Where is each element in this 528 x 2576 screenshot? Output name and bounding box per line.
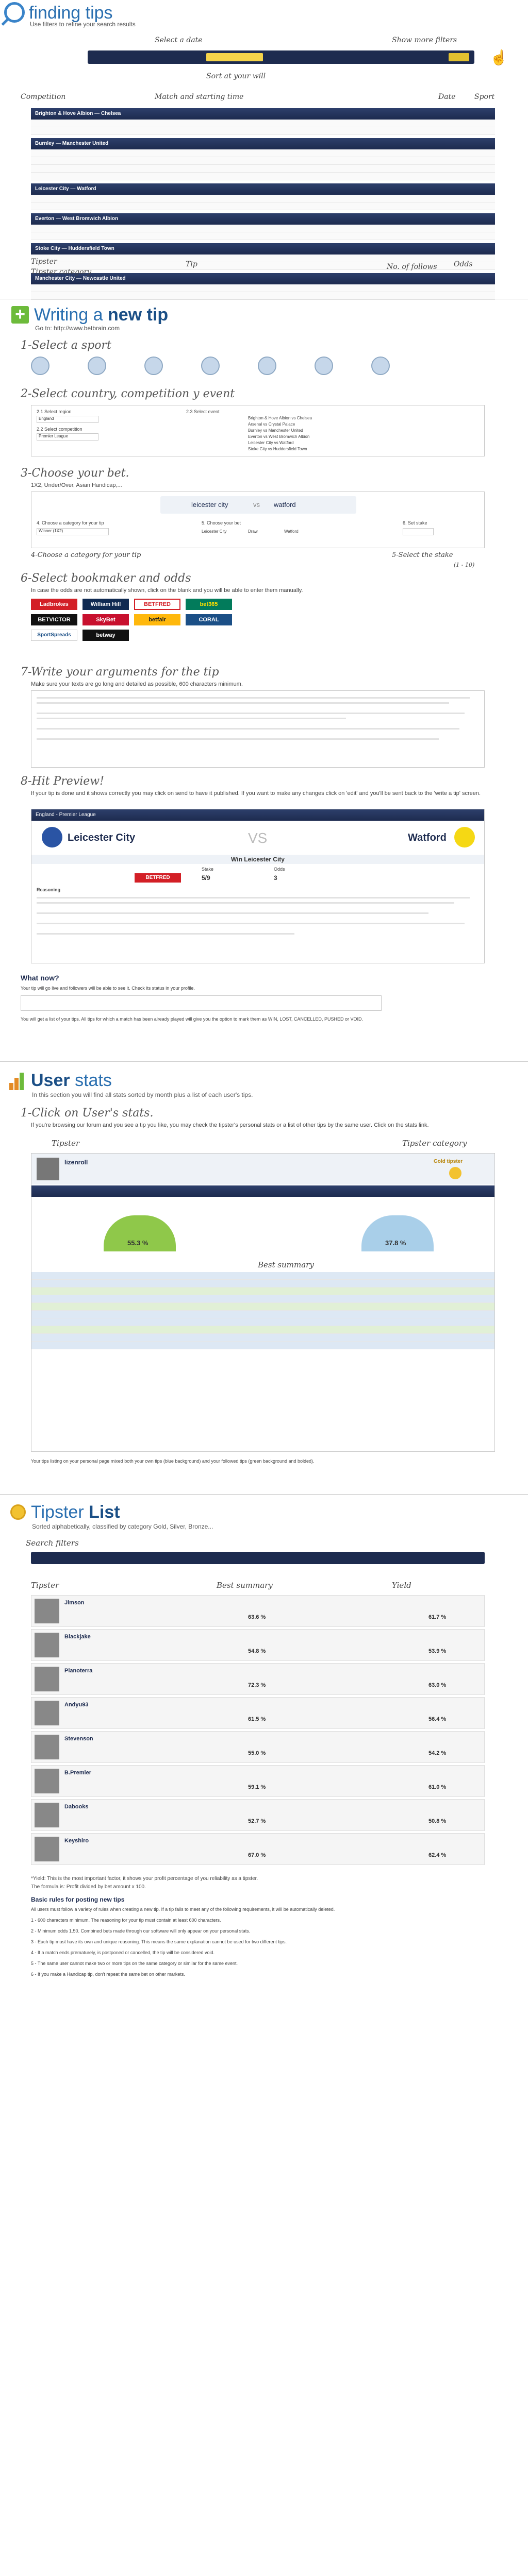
- tipster-pct: 72.3 %: [248, 1682, 266, 1688]
- text-line: [37, 718, 346, 719]
- tipster-yield: 54.2 %: [428, 1750, 447, 1756]
- bookmaker-tile[interactable]: bet365: [186, 599, 232, 610]
- tipster-name[interactable]: Stevenson: [64, 1736, 93, 1742]
- sport-icons[interactable]: [31, 357, 485, 377]
- filter-button[interactable]: [449, 53, 469, 61]
- tipster-card[interactable]: [31, 1595, 485, 1627]
- match-header[interactable]: Brighton & Hove Albion — Chelsea: [31, 108, 495, 120]
- bet-label: 5. Choose your bet: [202, 520, 241, 526]
- what-now-title: What now?: [21, 974, 59, 982]
- step-3-sub: 1X2, Under/Over, Asian Handicap,...: [31, 482, 122, 488]
- match-header[interactable]: Stoke City — Huddersfield Town: [31, 243, 495, 255]
- avatar: [35, 1803, 59, 1827]
- step3-panel: [31, 492, 485, 548]
- step-7-desc: Make sure your texts are go long and detailed as possible, 600 characters minimum.: [31, 681, 243, 687]
- stats-panel: [31, 1153, 495, 1452]
- label-competition: Competition: [21, 93, 66, 101]
- match-home: Brighton & Hove Albion: [35, 111, 93, 116]
- tipster-name[interactable]: Andyu93: [64, 1702, 89, 1708]
- hockey-icon[interactable]: [201, 357, 220, 375]
- match-away: Chelsea: [101, 111, 121, 116]
- preview-stake: 5/9: [202, 874, 210, 882]
- gauge-value: 55.3 %: [127, 1239, 148, 1247]
- match-away: Newcastle United: [82, 276, 126, 281]
- annotation-search-filters: Search filters: [26, 1538, 79, 1548]
- match-home: Everton: [35, 216, 55, 222]
- tipster-card[interactable]: [31, 1663, 485, 1695]
- what-now-text-2: You will get a list of your tips. All tips for which a match has been already played will give you the option to mark them as WIN, LOST, CANCELLED, PUSHED or VOID.: [21, 1016, 363, 1022]
- match-away: West Bromwich Albion: [62, 216, 119, 222]
- baseball-icon[interactable]: [258, 357, 276, 375]
- event-item[interactable]: Arsenal vs Crystal Palace: [248, 422, 295, 427]
- preview-header: England - Premier League: [31, 809, 484, 821]
- preview-stake-label: Stake: [202, 867, 214, 872]
- tip-row[interactable]: [31, 1342, 494, 1349]
- avatar: [35, 1735, 59, 1759]
- user-stats-title: [31, 1071, 112, 1091]
- bet-option[interactable]: Draw: [248, 529, 258, 534]
- match-home: Leicester City: [35, 186, 69, 192]
- annotation-tipster: Tipster: [52, 1139, 80, 1148]
- what-now-screenshot: [21, 995, 382, 1011]
- avatar: [35, 1599, 59, 1623]
- event-item[interactable]: Burnley vs Manchester United: [248, 428, 303, 433]
- search-filter-bar[interactable]: [31, 1552, 485, 1564]
- match-header[interactable]: Burnley — Manchester United: [31, 138, 495, 149]
- tipster-list-section: [0, 1494, 528, 2164]
- avatar: [35, 1701, 59, 1725]
- tip-row[interactable]: [31, 202, 495, 210]
- category-select[interactable]: Winner (1X2): [37, 528, 109, 535]
- tipster-pct: 54.8 %: [248, 1648, 266, 1654]
- user-stats-section: [0, 1061, 528, 1484]
- annotation-select-date: Select a date: [155, 36, 203, 44]
- tennis-icon[interactable]: [144, 357, 163, 375]
- home-crest: [42, 827, 62, 848]
- tip-row[interactable]: [31, 1272, 494, 1280]
- text-line: [37, 713, 465, 714]
- country-label: 2.1 Select region: [37, 409, 72, 414]
- annotation-tipster: Tipster: [31, 1581, 59, 1590]
- tipster-card[interactable]: [31, 1799, 485, 1831]
- annotation-more-filters: Show more filters: [392, 36, 457, 44]
- stake-label: 6. Set stake: [403, 520, 427, 526]
- tipster-list-title: [31, 1502, 120, 1522]
- tipster-yield: 50.8 %: [428, 1818, 447, 1824]
- tip-row[interactable]: [31, 1311, 494, 1318]
- match-block[interactable]: [31, 213, 495, 240]
- stats-category: Gold tipster: [434, 1159, 463, 1164]
- tip-row[interactable]: [31, 284, 495, 292]
- divider: [0, 1061, 528, 1062]
- annotation-sort: Sort at your will: [206, 72, 266, 80]
- label-date: Date: [438, 93, 456, 101]
- tip-row[interactable]: [31, 195, 495, 202]
- away-team: watford: [274, 501, 296, 509]
- text-line: [37, 923, 465, 924]
- tipster-name[interactable]: B.Premier: [64, 1770, 91, 1776]
- filter-bar[interactable]: [88, 50, 474, 64]
- tipster-name[interactable]: Keyshiro: [64, 1838, 89, 1844]
- page-subtitle: Use filters to refine your search results: [30, 21, 136, 28]
- match-away: Manchester United: [62, 141, 109, 146]
- date-field[interactable]: [206, 53, 263, 61]
- event-item[interactable]: Brighton & Hove Albion vs Chelsea: [248, 416, 312, 420]
- bookmaker-tile[interactable]: BETVICTOR: [31, 614, 77, 625]
- text-line: [37, 738, 439, 740]
- plus-icon: +: [11, 306, 29, 324]
- finding-tips-section: [0, 0, 528, 289]
- match-list: [31, 108, 495, 303]
- step-8-desc: If your tip is done and it shows correctly you may click on send to have it published. If you want to make any changes click on 'edit' and you'll be sent back to the 'write a tip' screen.: [31, 790, 481, 796]
- label-tipster-category: Tipster category: [31, 268, 92, 276]
- annotation-yield: Yield: [392, 1581, 411, 1590]
- match-home: Burnley: [35, 141, 55, 146]
- match-home: Manchester City: [35, 276, 75, 281]
- rule-item: 5 - The same user cannot make two or more tips on the same category or similar for the same event.: [31, 1961, 238, 1966]
- new-tip-section: [0, 299, 528, 1046]
- tipster-yield: 63.0 %: [428, 1682, 447, 1688]
- tipster-name[interactable]: Jimson: [64, 1600, 85, 1606]
- step-7: 7-Write your arguments for the tip: [21, 666, 219, 679]
- preview-book: BETFRED: [135, 873, 181, 883]
- step-5: 5-Select the stake: [392, 551, 453, 559]
- football-icon[interactable]: [31, 357, 50, 375]
- bookmaker-grid: [31, 599, 485, 660]
- tipster-card[interactable]: [31, 1697, 485, 1729]
- tip-row[interactable]: [31, 232, 495, 240]
- stats-table-header: [31, 1185, 494, 1197]
- arguments-textarea[interactable]: [31, 690, 485, 768]
- text-line: [37, 902, 454, 904]
- stats-bars-icon: [9, 1073, 27, 1090]
- title-part-b: new tip: [107, 305, 169, 325]
- text-line: [37, 728, 459, 730]
- gauge-value: 37.8 %: [385, 1239, 406, 1247]
- tip-row[interactable]: [31, 165, 495, 173]
- title-part-a: Tipster: [31, 1502, 84, 1522]
- match-header[interactable]: Manchester City — Newcastle United: [31, 273, 495, 284]
- preview-reasoning-label: Reasoning: [37, 887, 61, 892]
- step2-panel: [31, 405, 485, 456]
- label-sport: Sport: [474, 93, 495, 101]
- text-line: [37, 697, 470, 699]
- tipster-yield: 61.7 %: [428, 1614, 447, 1620]
- tip-row[interactable]: [31, 1303, 494, 1311]
- match-block[interactable]: [31, 108, 495, 135]
- category-label: 4. Choose a category for your tip: [37, 520, 104, 526]
- bookmaker-tile[interactable]: betway: [82, 630, 129, 641]
- title-part-a: Writing a: [34, 305, 103, 325]
- versus: vs: [253, 501, 260, 509]
- tipster-pct: 52.7 %: [248, 1818, 266, 1824]
- tip-row[interactable]: [31, 1280, 494, 1287]
- annotation-best-summary: Best summary: [258, 1260, 314, 1269]
- rules-title: Basic rules for posting new tips: [31, 1896, 125, 1903]
- rule-item: 2 - Minimum odds 1.50. Combined bets made through our software will only appear on your personal stats.: [31, 1928, 251, 1934]
- away-crest: [454, 827, 475, 848]
- competition-select[interactable]: Premier League: [37, 433, 98, 440]
- medal-icon: [449, 1167, 461, 1179]
- preview-vs: VS: [248, 830, 268, 846]
- bookmaker-tile[interactable]: William Hill: [82, 599, 129, 610]
- text-line: [37, 702, 449, 704]
- tipster-name[interactable]: Blackjake: [64, 1634, 91, 1640]
- tip-row[interactable]: [31, 149, 495, 157]
- what-now-text: Your tip will go live and followers will be able to see it. Check its status in your profile.: [21, 986, 195, 991]
- label-odds: Odds: [454, 260, 473, 268]
- text-line: [37, 897, 470, 899]
- stake-select[interactable]: [403, 528, 434, 535]
- bookmaker-tile[interactable]: SportSpreads: [31, 630, 77, 641]
- event-label: 2.3 Select event: [186, 409, 220, 414]
- tipster-card[interactable]: [31, 1765, 485, 1797]
- tipster-yield: 53.9 %: [428, 1648, 447, 1654]
- step-2: 2-Select country, competition y event: [21, 387, 235, 400]
- avatar: [37, 1158, 59, 1180]
- other-sport-icon[interactable]: [371, 357, 390, 375]
- preview-away: Watford: [408, 832, 447, 843]
- tip-row[interactable]: [31, 1295, 494, 1303]
- stats-profile-bar: [31, 1154, 494, 1184]
- preview-odds: 3: [274, 874, 277, 882]
- divider: [0, 1494, 528, 1495]
- bar-3: [20, 1073, 24, 1090]
- rule-item: 6 - If you make a Handicap tip, don't repeat the same bet on other markets.: [31, 1972, 185, 1977]
- avatar: [35, 1837, 59, 1861]
- tip-row[interactable]: [31, 127, 495, 135]
- label-tipster: Tipster: [31, 258, 57, 266]
- team-banner: [160, 496, 356, 514]
- rule-item: All users must follow a variety of rules when creating a new tip. If a tip fails to meet any of the following requirements, it will be automatically deleted.: [31, 1907, 335, 1912]
- label-match-time: Match and starting time: [155, 93, 244, 101]
- title-part-a: User: [31, 1071, 70, 1090]
- text-line: [37, 933, 294, 935]
- tipster-list-desc: Sorted alphabetically, classified by category Gold, Silver, Bronze...: [32, 1523, 213, 1530]
- tipster-pct: 55.0 %: [248, 1750, 266, 1756]
- magnifier-handle: [2, 18, 9, 26]
- rule-item: 3 - Each tip must have its own and unique reasoning. This means the same explanation cannot be used for two different tips.: [31, 1939, 287, 1944]
- bookmaker-tile[interactable]: BETFRED: [134, 599, 180, 610]
- basketball-icon[interactable]: [88, 357, 106, 375]
- yield-notice: *Yield: This is the most important factor, it shows your profit percentage of you reliability as a tipster.: [31, 1876, 258, 1882]
- tipster-list: [31, 1595, 485, 1867]
- user-stats-step-1: 1-Click on User's stats.: [21, 1107, 154, 1120]
- step-6-desc: In case the odds are not automatically shown, click on the blank and you will be able to enter them manually.: [31, 587, 303, 594]
- tip-row[interactable]: [31, 120, 495, 127]
- tip-row[interactable]: [31, 1326, 494, 1334]
- tipster-pct: 67.0 %: [248, 1852, 266, 1858]
- competition-label: 2.2 Select competition: [37, 427, 82, 432]
- tipster-card[interactable]: [31, 1833, 485, 1865]
- match-block[interactable]: [31, 183, 495, 210]
- bookmaker-tile[interactable]: betfair: [134, 614, 180, 625]
- match-home: Stoke City: [35, 246, 60, 251]
- tipster-yield: 61.0 %: [428, 1784, 447, 1790]
- match-header[interactable]: Everton — West Bromwich Albion: [31, 213, 495, 225]
- title-part-b: List: [89, 1502, 120, 1522]
- preview-panel: [31, 809, 485, 963]
- tip-list: [31, 1272, 494, 1349]
- bet-option[interactable]: Leicester City: [202, 529, 227, 534]
- tipster-pct: 63.6 %: [248, 1614, 266, 1620]
- match-block[interactable]: [31, 273, 495, 300]
- avatar: [35, 1667, 59, 1691]
- preview-pick: Win Leicester City: [31, 855, 484, 864]
- tipster-card[interactable]: [31, 1731, 485, 1763]
- step-1: 1-Select a sport: [21, 339, 111, 352]
- match-away: Huddersfield Town: [68, 246, 114, 251]
- yield-formula: The formula is: Profit divided by bet amount x 100.: [31, 1884, 146, 1890]
- tip-row[interactable]: [31, 225, 495, 232]
- step-6: 6-Select bookmaker and odds: [21, 572, 191, 585]
- preview-home: Leicester City: [68, 832, 136, 843]
- bet-option[interactable]: Watford: [284, 529, 299, 534]
- rules-list: [31, 1906, 495, 1982]
- new-tip-title: [34, 305, 168, 325]
- avatar: [35, 1633, 59, 1657]
- match-block[interactable]: [31, 138, 495, 180]
- match-header[interactable]: Leicester City — Watford: [31, 183, 495, 195]
- bar-2: [14, 1078, 19, 1090]
- annotation-best: Best summary: [217, 1581, 273, 1590]
- tip-row[interactable]: [31, 173, 495, 180]
- text-line: [37, 912, 428, 914]
- tipster-card[interactable]: [31, 1629, 485, 1661]
- tip-row[interactable]: [31, 157, 495, 165]
- stats-username: lizenroll: [64, 1159, 88, 1166]
- step-8: 8-Hit Preview!: [21, 775, 104, 788]
- motor-icon[interactable]: [315, 357, 333, 375]
- step-4: 4-Choose a category for your tip: [31, 551, 141, 559]
- bookmaker-tile[interactable]: Ladbrokes: [31, 599, 77, 610]
- tipster-pct: 61.5 %: [248, 1716, 266, 1722]
- tipster-pct: 59.1 %: [248, 1784, 266, 1790]
- event-item[interactable]: Everton vs West Bromwich Albion: [248, 434, 310, 439]
- country-select[interactable]: England: [37, 416, 98, 423]
- page-title: finding tips: [29, 3, 113, 23]
- home-team: leicester city: [191, 501, 228, 509]
- pointer-hand-icon: ☝: [490, 49, 508, 65]
- preview-odds-label: Odds: [274, 867, 285, 872]
- bookmaker-tile[interactable]: SkyBet: [82, 614, 129, 625]
- medal-icon: [10, 1504, 26, 1520]
- match-away: Watford: [77, 186, 96, 192]
- user-stats-step-1-desc: If you're browsing our forum and you see a tip you like, you may check the tipster's personal stats or a list of other tips by the same user. Click on the stats link.: [31, 1122, 429, 1128]
- tip-row[interactable]: [31, 1287, 494, 1295]
- bookmaker-tile[interactable]: CORAL: [186, 614, 232, 625]
- tipster-yield: 56.4 %: [428, 1716, 447, 1722]
- tip-row[interactable]: [31, 1334, 494, 1342]
- tip-row[interactable]: [31, 255, 495, 262]
- rule-item: 4 - If a match ends prematurely, is postponed or cancelled, the tip will be considered void.: [31, 1950, 215, 1955]
- user-stats-desc: In this section you will find all stats sorted by month plus a list of each user's tips.: [32, 1091, 253, 1098]
- title-part-b: stats: [75, 1071, 112, 1090]
- event-item[interactable]: Leicester City vs Watford: [248, 440, 294, 445]
- event-item[interactable]: Stoke City vs Huddersfield Town: [248, 447, 307, 451]
- rule-item: 1 - 600 characters minimum. The reasoning for your tip must contain at least 600 characters.: [31, 1918, 221, 1923]
- tipster-name[interactable]: Pianoterra: [64, 1668, 93, 1674]
- step-3: 3-Choose your bet.: [21, 467, 129, 480]
- tipster-yield: 62.4 %: [428, 1852, 447, 1858]
- label-tip: Tip: [186, 260, 197, 268]
- step-5-range: (1 - 10): [454, 562, 475, 568]
- avatar: [35, 1769, 59, 1793]
- annotation-tipster-category: Tipster category: [402, 1139, 467, 1148]
- label-follows: No. of follows: [387, 263, 437, 271]
- new-tip-goto[interactable]: Go to: http://www.betbrain.com: [35, 325, 120, 332]
- tip-row[interactable]: [31, 1318, 494, 1326]
- tipster-name[interactable]: Dabooks: [64, 1804, 89, 1810]
- stats-footnote: Your tips listing on your personal page mixed both your own tips (blue background) and your followed tips (green background and bolded).: [31, 1459, 315, 1464]
- bar-1: [9, 1083, 13, 1090]
